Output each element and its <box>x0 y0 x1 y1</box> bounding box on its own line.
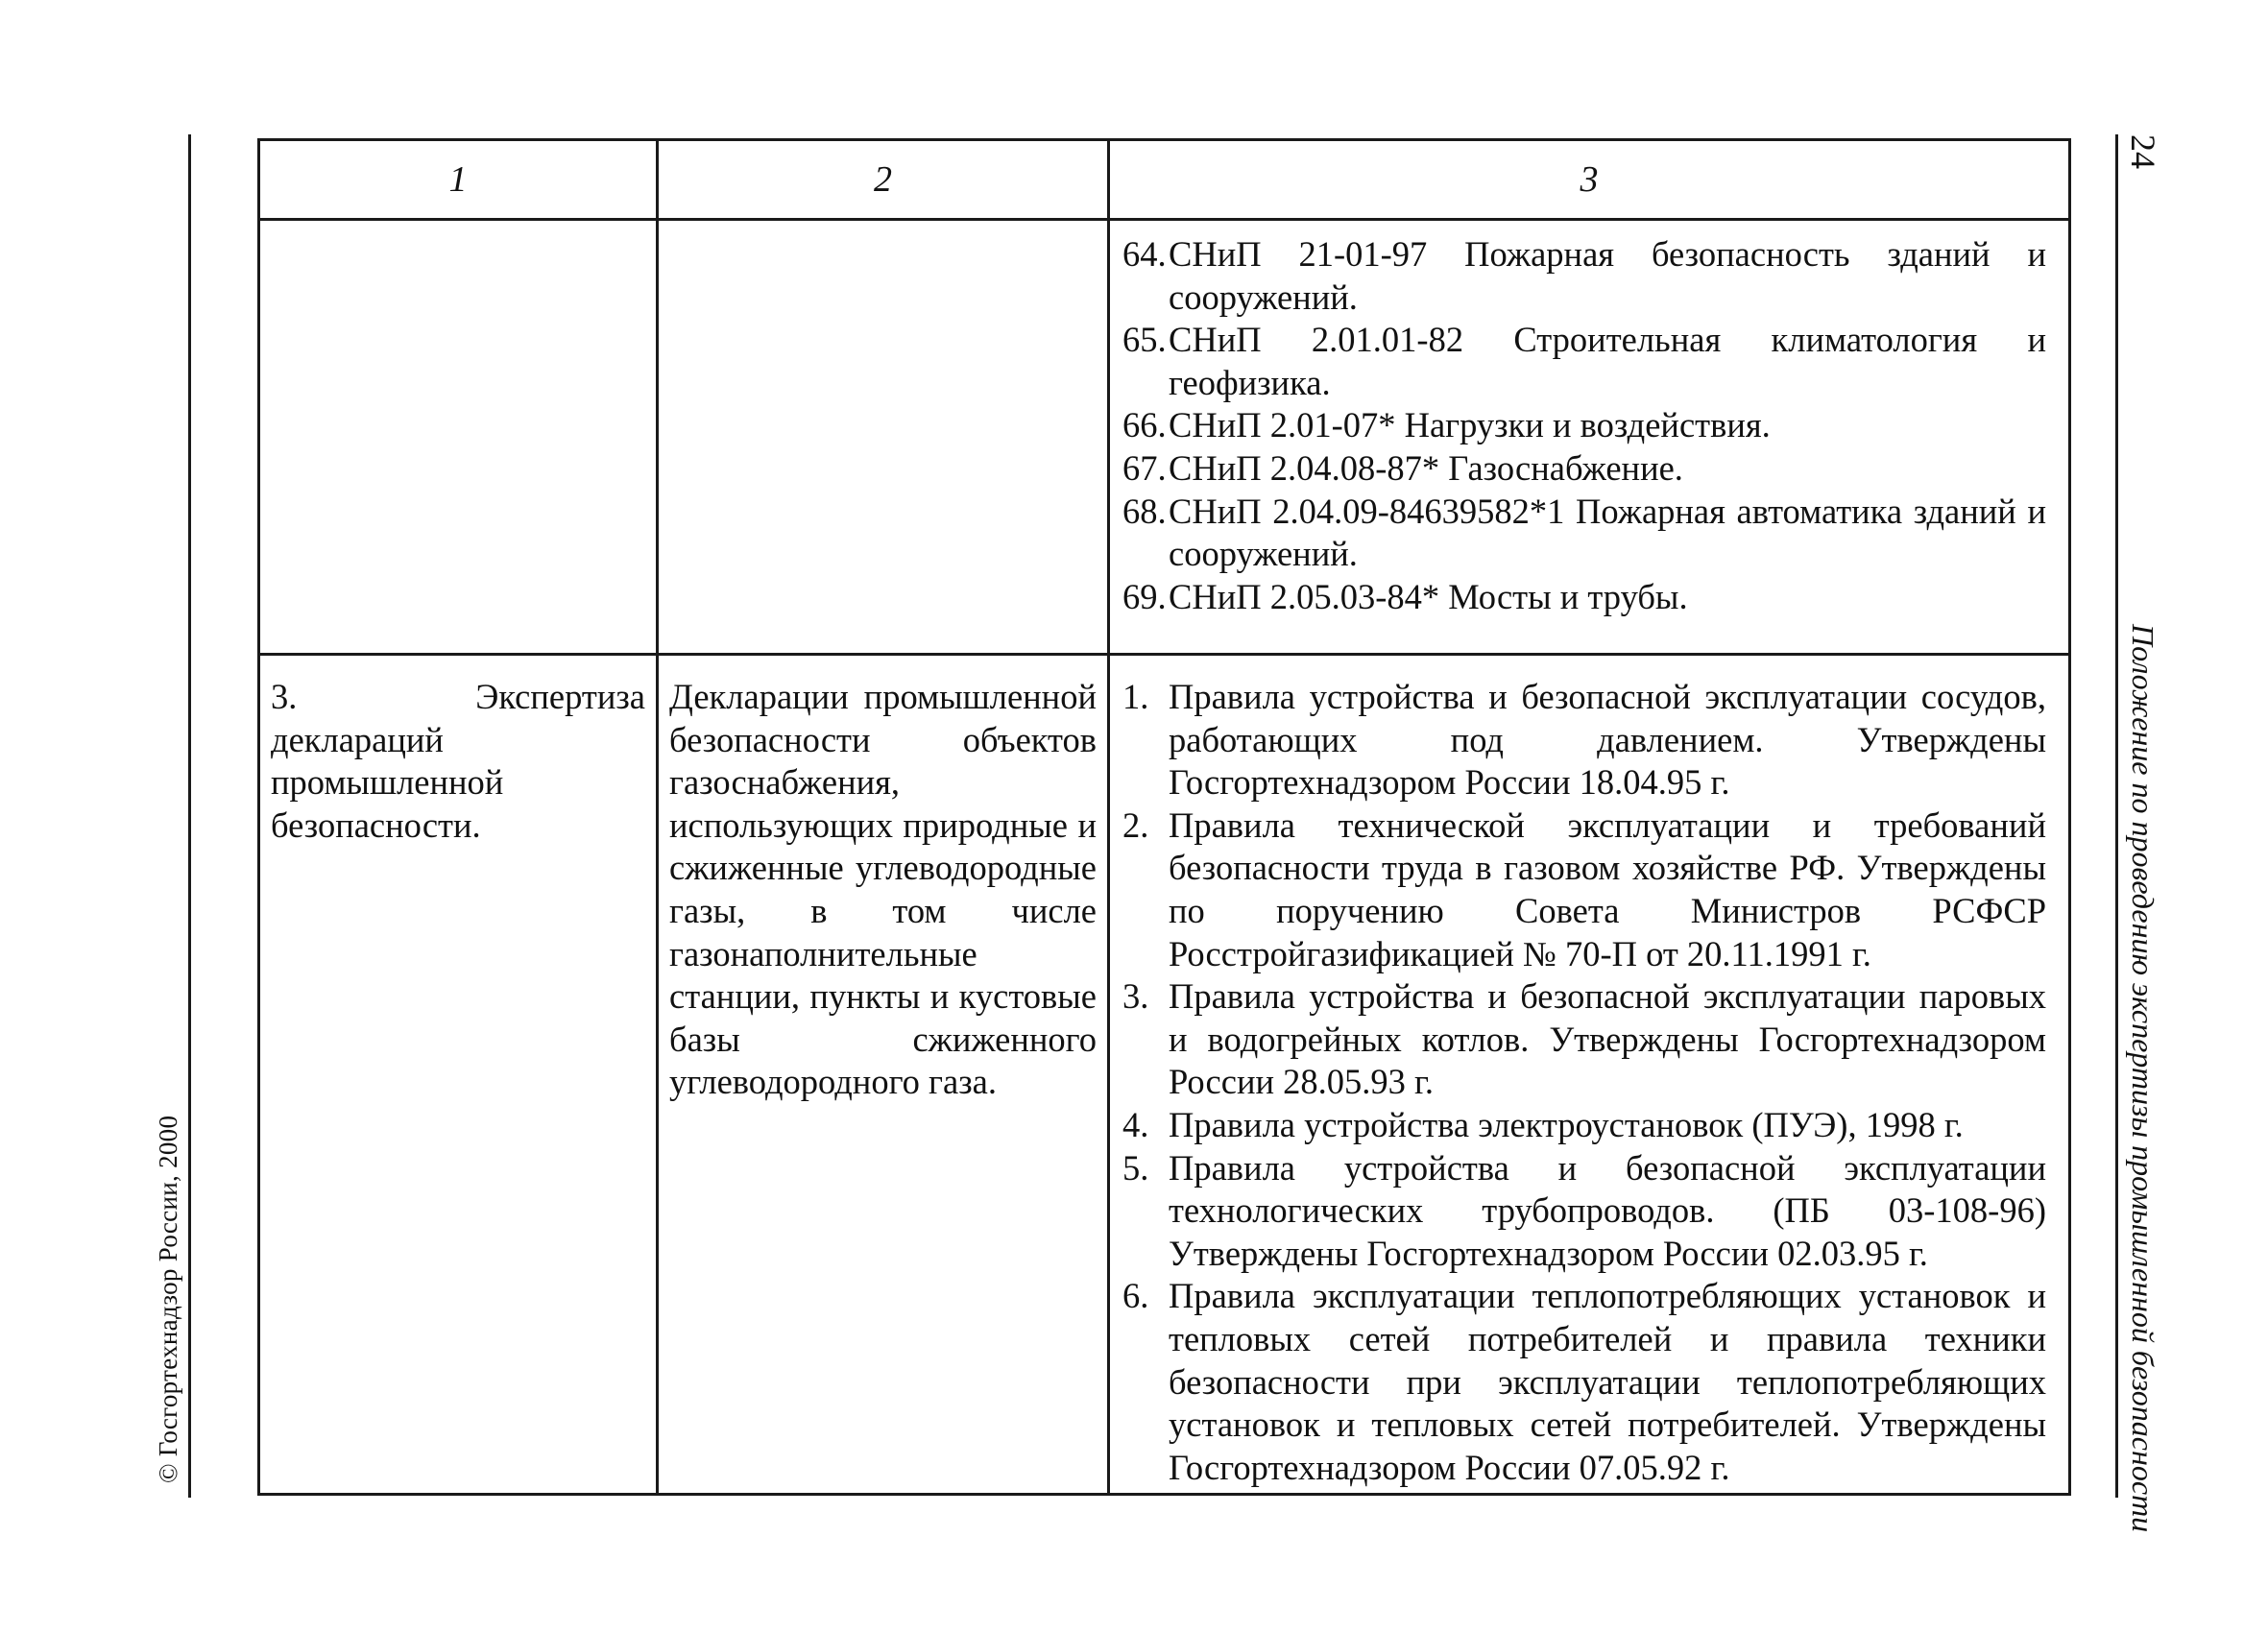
list-item-text: СНиП 2.04.08-87* Газоснабжение. <box>1169 447 1683 488</box>
table-row <box>259 220 2070 655</box>
list-item <box>1122 447 2046 491</box>
row2-col1-text: 3. Экспертиза деклараций промышленной безопасности. <box>271 677 645 845</box>
list-item-number: 4. <box>1122 1104 1149 1144</box>
document-table <box>257 138 2071 1496</box>
list-item-text: Правила эксплуатации теплопотребляющих установок и тепловых сетей потребителей и правила техники безопасности при эксплуатации теплопотребляющих установок и тепловых сетей потребителей. Утверждены Госгортехнадзором России 07.05.92 г. <box>1169 1276 2046 1487</box>
column-header-1: 1 <box>259 140 658 220</box>
list-item-text: Правила устройства и безопасной эксплуатации сосудов, работающих под давлением. Утверждены Госгортехнадзором России 18.04.95 г. <box>1169 677 2046 803</box>
copyright-notice: © Госгортехнадзор России, 2000 <box>154 1115 182 1483</box>
running-title: Положение по проведению экспертизы промышленной безопасности <box>2126 624 2160 1533</box>
row2-col3-cell <box>1109 655 2070 1495</box>
list-item-number: 2. <box>1122 804 1149 845</box>
list-item <box>1122 1147 2046 1276</box>
list-item-text: Правила устройства и безопасной эксплуатации технологических трубопроводов. (ПБ 03-108-96) Утверждены Госгортехнадзором России 02.03.95 г. <box>1169 1147 2046 1273</box>
row2-document-list <box>1111 657 2067 1489</box>
list-item-text: СНиП 2.01.01-82 Строительная климатология и геофизика. <box>1169 320 2046 402</box>
row1-col1-cell <box>259 220 658 655</box>
list-item-text: СНиП 21-01-97 Пожарная безопасность зданий и сооружений. <box>1169 234 2046 317</box>
list-item-number: 1. <box>1122 677 1149 716</box>
row2-col2-cell <box>658 655 1109 1495</box>
row1-col3-cell <box>1109 220 2070 655</box>
list-item <box>1122 319 2046 404</box>
list-item <box>1122 975 2046 1104</box>
list-item-number: 5. <box>1122 1147 1149 1188</box>
list-item-text: Правила устройства и безопасной эксплуатации паровых и водогрейных котлов. Утверждены Госгортехнадзором России 28.05.93 г. <box>1169 976 2046 1102</box>
row1-col2-text <box>660 222 1106 241</box>
column-header-2: 2 <box>658 140 1109 220</box>
list-item <box>1122 576 2046 619</box>
table-header-row <box>259 140 2070 220</box>
row2-col2-text: Декларации промышленной безопасности объектов газоснабжения, использующих природные и сжиженные углеводородные газы, в том числе газонаполнительные станции, пункты и кустовые базы сжиженного углеводородного газа. <box>669 677 1097 1102</box>
list-item-number: 64. <box>1122 234 1167 274</box>
column-header-3: 3 <box>1109 140 2070 220</box>
table-row <box>259 655 2070 1495</box>
list-item-text: Правила устройства электроустановок (ПУЭ), 1998 г. <box>1169 1104 1964 1144</box>
left-margin-rule <box>188 134 191 1498</box>
list-item-text: СНиП 2.05.03-84* Мосты и трубы. <box>1169 576 1688 616</box>
list-item <box>1122 404 2046 447</box>
list-item-number: 67. <box>1122 447 1167 488</box>
list-item-number: 65. <box>1122 320 1167 360</box>
list-item <box>1122 804 2046 975</box>
list-item <box>1122 676 2046 804</box>
list-item-number: 3. <box>1122 976 1149 1017</box>
list-item-number: 68. <box>1122 491 1167 531</box>
list-item-number: 6. <box>1122 1276 1149 1316</box>
list-item <box>1122 1104 2046 1147</box>
list-item-text: СНиП 2.04.09-84639582*1 Пожарная автоматика зданий и сооружений. <box>1169 491 2046 574</box>
row1-col1-text <box>261 222 655 241</box>
page-number: 24 <box>2124 134 2162 169</box>
row1-col2-cell <box>658 220 1109 655</box>
list-item <box>1122 233 2046 319</box>
list-item <box>1122 491 2046 576</box>
list-item-text: СНиП 2.01-07* Нагрузки и воздействия. <box>1169 405 1771 445</box>
list-item <box>1122 1275 2046 1489</box>
row2-col1-cell <box>259 655 658 1495</box>
right-margin-rule <box>2115 134 2118 1498</box>
list-item-text: Правила технической эксплуатации и требований безопасности труда в газовом хозяйстве РФ. Утверждены по поручению Совета Министров РСФСР Росстройгазификацией № 70-П от 20.11.1991 г. <box>1169 804 2046 973</box>
row1-document-list <box>1111 222 2067 618</box>
list-item-number: 66. <box>1122 405 1167 445</box>
list-item-number: 69. <box>1122 576 1167 616</box>
